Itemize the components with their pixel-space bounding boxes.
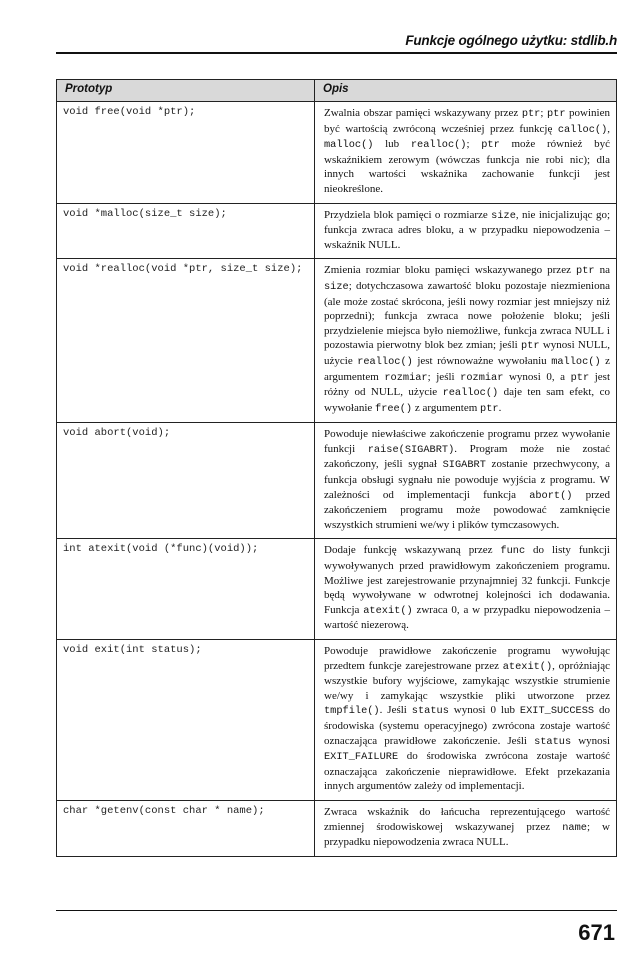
function-prototype: char *getenv(const char * name); — [57, 800, 315, 856]
description-text: Zwraca wskaźnik do łańcucha reprezentującego wartość zmiennej środowiskowej wskazywanej przez — [324, 805, 610, 833]
column-header-description: Opis — [315, 80, 617, 102]
footer-rule — [56, 910, 617, 911]
function-description — [315, 203, 617, 259]
function-prototype: int atexit(void (*func)(void)); — [57, 539, 315, 640]
description-text: , opróżniając wszystkie bufory wyjściowe, zamykając wszystkie strumienie we/wy i zamykając wszystkie pliki utworzone przez — [324, 659, 610, 702]
description-text: Przydziela blok pamięci o rozmiarze — [324, 208, 492, 221]
function-description — [315, 800, 617, 856]
code-term: realloc() — [442, 387, 499, 400]
code-term: func — [500, 545, 526, 558]
description-text: ; — [540, 107, 547, 119]
code-term: rozmiar — [384, 371, 428, 384]
description-text: na — [594, 264, 610, 277]
code-term: ptr — [576, 265, 595, 278]
description-text: może również być wskaźnikiem zerowym (wówczas funkcja nie robi nic); dla innych wartości wskaźnika zachowanie funkcji jest nieokreślone. — [324, 138, 610, 195]
column-header-prototype: Prototyp — [57, 80, 315, 102]
function-prototype: void *malloc(size_t size); — [57, 203, 315, 259]
code-term: ptr — [481, 139, 500, 152]
description-text: . Program może nie zostać zakończony, jeśli sygnał — [324, 442, 610, 471]
table-row — [57, 423, 617, 539]
description-text: Powoduje prawidłowe zakończenie programu wywołując przedtem funkcje zarejestrowane przez — [324, 645, 610, 672]
description-text: zwraca 0, a w przypadku niepowodzenia – wartość niezerową. — [324, 603, 610, 632]
table-row — [57, 203, 617, 259]
code-term: name — [562, 821, 587, 834]
code-term: raise(SIGABRT) — [367, 443, 455, 456]
function-description — [315, 640, 617, 801]
code-term: size — [491, 209, 516, 222]
code-term: malloc() — [324, 139, 374, 152]
code-term: realloc() — [357, 355, 413, 368]
description-text: Dodaje funkcję wskazywaną przez — [324, 544, 501, 557]
description-text: do środowiska (systemu operacyjnego) zwrócona zostaje wartość oznaczająca prawidłowe zakończenie. Jeśli — [324, 704, 611, 747]
function-prototype: void abort(void); — [57, 423, 315, 539]
description-text: wynosi 0, a — [503, 370, 571, 383]
description-text: wynosi NULL, użycie — [324, 339, 611, 367]
description-text: z argumentem — [412, 401, 481, 414]
function-description — [315, 102, 617, 204]
function-description — [315, 259, 617, 423]
code-term: EXIT_SUCCESS — [519, 705, 595, 718]
function-prototype: void exit(int status); — [57, 640, 315, 801]
description-text: Zwalnia obszar pamięci wskazywany przez — [324, 107, 522, 119]
description-text: Powoduje niewłaściwe zakończenie programu przez wywołanie funkcji — [324, 428, 610, 455]
description-text: . Jeśli — [379, 704, 412, 717]
table-row — [57, 640, 617, 801]
description-text: do środowiska zwrócona zostaje wartość oznaczająca zakończenie nieprawidłowe. Efekt przekazania innych argumentów zależy od implementacji. — [324, 750, 610, 793]
description-text: z argumentem — [324, 354, 611, 383]
code-term: tmpfile() — [324, 705, 380, 718]
description-text: . — [498, 401, 502, 414]
description-text: ; — [466, 138, 482, 151]
description-text: Zmienia rozmiar bloku pamięci wskazywanego przez — [324, 264, 577, 277]
code-term: SIGABRT — [442, 459, 486, 472]
function-prototype: void *realloc(void *ptr, size_t size); — [57, 259, 315, 423]
description-text: , — [607, 122, 610, 135]
description-text: powinien być wartością zwróconą wcześniej przez funkcję — [324, 107, 610, 135]
code-term: ptr — [521, 340, 540, 353]
code-term: ptr — [570, 371, 590, 384]
table-header-row — [57, 80, 617, 102]
function-table — [56, 79, 617, 857]
function-description — [315, 539, 617, 640]
description-text: lub — [373, 138, 411, 151]
code-term: abort() — [529, 489, 573, 502]
code-term: ptr — [546, 108, 566, 120]
code-term: atexit() — [502, 660, 553, 673]
header-rule — [56, 52, 617, 54]
description-text: wynosi 0 lub — [448, 704, 520, 717]
code-term: calloc() — [557, 123, 608, 136]
function-prototype: void free(void *ptr); — [57, 102, 315, 204]
code-term: status — [534, 735, 572, 748]
code-term: size — [324, 280, 349, 293]
description-text: jest różny od NULL, użycie — [324, 370, 610, 399]
description-text: ; w przypadku niepowodzenia zwraca NULL. — [324, 820, 610, 849]
code-term: ptr — [480, 402, 499, 415]
code-term: malloc() — [551, 355, 601, 368]
code-term: realloc() — [410, 139, 467, 152]
table-row — [57, 102, 617, 204]
code-term: free() — [375, 402, 413, 415]
function-description — [315, 423, 617, 539]
table-row — [57, 800, 617, 856]
table-row — [57, 539, 617, 640]
table-row — [57, 259, 617, 423]
description-text: wynosi — [571, 734, 611, 747]
description-text: daje ten sam efekt, co wywołanie — [324, 386, 610, 414]
description-text: , nie inicjalizując go; funkcja zwraca adres bloku, a w przypadku niepowodzenia – wskaźnik NULL. — [324, 208, 610, 251]
description-text: ; jeśli — [427, 370, 461, 383]
code-term: status — [411, 705, 449, 718]
description-text: przed zakończeniem programu może powodować zamknięcie wszystkich strumieni we/wy i plików tymczasowych. — [324, 488, 610, 531]
code-term: rozmiar — [460, 371, 504, 384]
description-text: zostanie przechwycony, a funkcja obsługi sygnału nie powoduje wyjścia z programu. W zależności od implementacji funkcja — [324, 458, 610, 501]
page-number: 671 — [578, 920, 615, 945]
code-term: ptr — [521, 108, 541, 120]
description-text: jest równoważne wywołaniu — [412, 354, 552, 367]
description-text: ; dotychczasowa zawartość bloku pozostaje niezmieniona (ale może zostać skrócona, jeśli nowy rozmiar jest mniejszy niż poprzedni); funkcja zwraca nowe położenie bloku; jeśli przydzielenie miejsca było niemożliwe, funkcja zwraca NULL i pozostawia pierwotny blok bez zmian; jeśli — [324, 279, 610, 352]
code-term: EXIT_FAILURE — [324, 751, 399, 764]
description-text: do listy funkcji wywoływanych przed prawidłowym zakończeniem programu. Możliwe jest zarejestrowanie przynajmniej 32 funkcji. Funkcje będą wywoływane w odwrotnej kolejności ich dodawania. Funkcja — [324, 544, 610, 616]
running-header: Funkcje ogólnego użytku: stdlib.h — [405, 33, 617, 48]
code-term: atexit() — [363, 604, 413, 617]
